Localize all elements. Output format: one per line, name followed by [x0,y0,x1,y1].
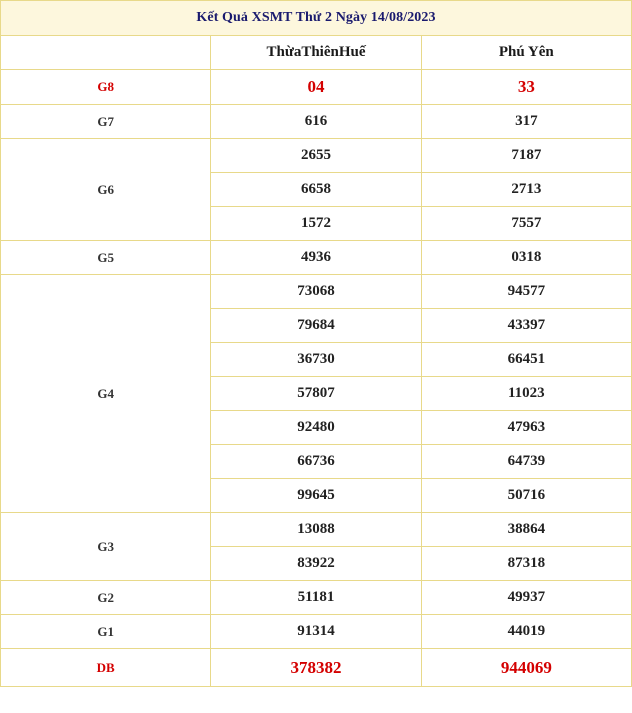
result-g1-col0-0: 91314 [211,615,421,649]
result-g4-col0-5: 66736 [211,445,421,479]
result-g4-col0-4: 92480 [211,411,421,445]
result-g4-col1-0: 94577 [421,275,631,309]
table-row [1,105,632,139]
prize-label-g3: G3 [1,513,211,581]
column-header-row [1,36,632,70]
result-g1-col1-0: 44019 [421,615,631,649]
result-g6-col0-1: 6658 [211,173,421,207]
result-g5-col0-0: 4936 [211,241,421,275]
result-db-col1-0: 944069 [421,649,631,687]
result-g7-col0-0: 616 [211,105,421,139]
table-row [1,581,632,615]
page-title: Kết Quả XSMT Thứ 2 Ngày 14/08/2023 [1,1,632,36]
result-g4-col1-5: 64739 [421,445,631,479]
result-g4-col1-4: 47963 [421,411,631,445]
result-g6-col0-0: 2655 [211,139,421,173]
result-g2-col1-0: 49937 [421,581,631,615]
prize-label-g6: G6 [1,139,211,241]
result-g5-col1-0: 0318 [421,241,631,275]
prize-label-g7: G7 [1,105,211,139]
result-g7-col1-0: 317 [421,105,631,139]
result-g6-col1-1: 2713 [421,173,631,207]
result-g4-col0-1: 79684 [211,309,421,343]
result-g8-col0-0: 04 [211,70,421,105]
result-g6-col0-2: 1572 [211,207,421,241]
result-g6-col1-2: 7557 [421,207,631,241]
result-g4-col0-2: 36730 [211,343,421,377]
prize-label-g8: G8 [1,70,211,105]
title-row [1,1,632,36]
province-header-1: Phú Yên [421,36,631,70]
result-g3-col1-0: 38864 [421,513,631,547]
result-g4-col0-6: 99645 [211,479,421,513]
table-row [1,139,632,173]
table-row [1,513,632,547]
result-g4-col0-3: 57807 [211,377,421,411]
result-g2-col0-0: 51181 [211,581,421,615]
result-g4-col1-1: 43397 [421,309,631,343]
result-g4-col1-6: 50716 [421,479,631,513]
table-row [1,70,632,105]
table-row [1,649,632,687]
result-g4-col1-3: 11023 [421,377,631,411]
prize-label-g4: G4 [1,275,211,513]
result-g3-col0-1: 83922 [211,547,421,581]
result-db-col0-0: 378382 [211,649,421,687]
province-header-0: ThừaThiênHuế [211,36,421,70]
table-row [1,241,632,275]
result-g3-col0-0: 13088 [211,513,421,547]
result-g3-col1-1: 87318 [421,547,631,581]
prize-label-g5: G5 [1,241,211,275]
prize-column-header [1,36,211,70]
result-g6-col1-0: 7187 [421,139,631,173]
result-g4-col0-0: 73068 [211,275,421,309]
prize-label-g2: G2 [1,581,211,615]
table-row [1,275,632,309]
table-row [1,615,632,649]
prize-label-db: DB [1,649,211,687]
result-g4-col1-2: 66451 [421,343,631,377]
result-g8-col1-0: 33 [421,70,631,105]
prize-label-g1: G1 [1,615,211,649]
